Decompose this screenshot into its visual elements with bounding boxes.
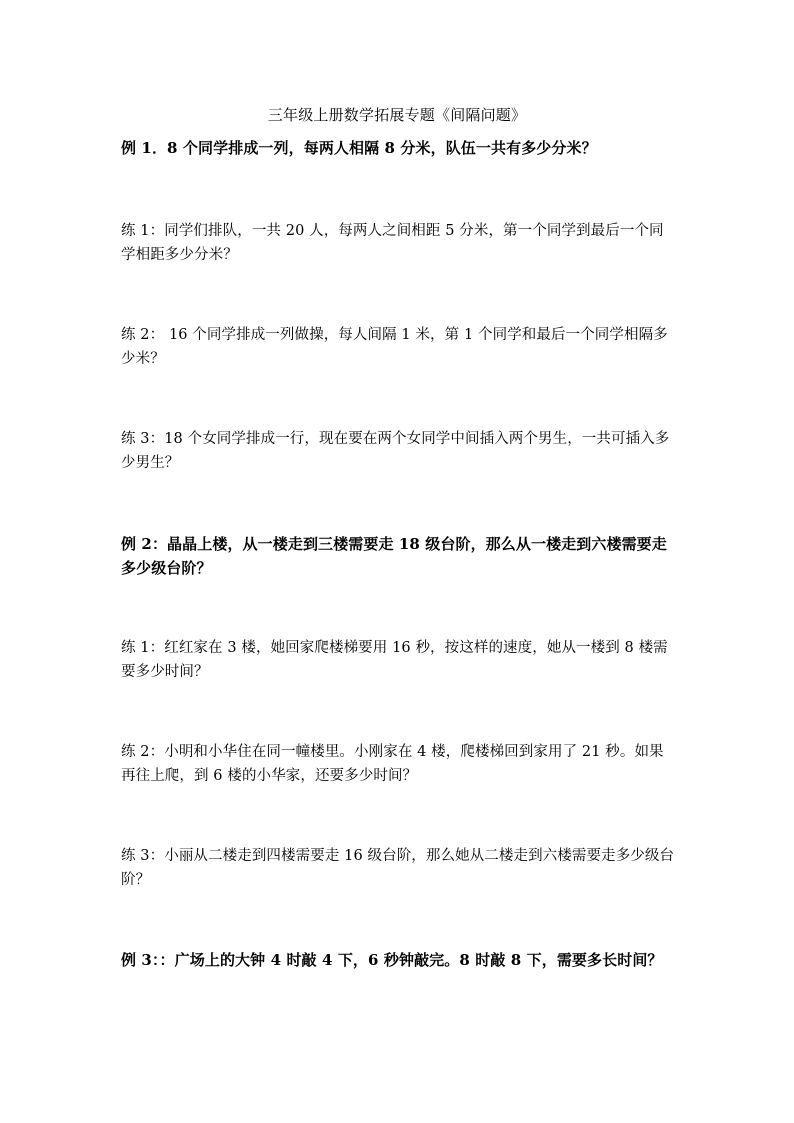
practice-2-3: 练 3：小丽从二楼走到四楼需要走 16 级台阶，那么她从二楼走到六楼需要走多少级台阶？: [121, 848, 675, 888]
page-title: 三年级上册数学拓展专题《间隔问题》: [267, 106, 527, 124]
example-2: 例 2：晶晶上楼，从一楼走到三楼需要走 18 级台阶，那么从一楼走到六楼需要走多少级台阶？: [121, 535, 667, 577]
practice-2-2: 练 2：小明和小华住在同一幢楼里。小刚家在 4 楼，爬楼梯回到家用了 21 秒。如果再往上爬，到 6 楼的小华家，还要多少时间？: [121, 744, 664, 784]
example-3: 例 3：：广场上的大钟 4 时敲 4 下，6 秒钟敲完。8 时敲 8 下，需要多长时间？: [121, 951, 663, 969]
practice-2-1: 练 1：红红家在 3 楼，她回家爬楼梯要用 16 秒，按这样的速度，她从一楼到 8 楼需要多少时间？: [121, 640, 668, 680]
practice-1-3: 练 3：18 个女同学排成一行，现在要在两个女同学中间插入两个男生，一共可插入多少男生？: [121, 431, 670, 471]
practice-1-2: 练 2： 16 个同学排成一列做操，每人间隔 1 米，第 1 个同学和最后一个同学相隔多少米？: [121, 327, 668, 367]
example-1: 例 1．8 个同学排成一列，每两人相隔 8 分米，队伍一共有多少分米？: [121, 139, 597, 157]
practice-1-1: 练 1：同学们排队，一共 20 人，每两人之间相距 5 分米，第一个同学到最后一个同学相距多少分米？: [121, 223, 664, 263]
